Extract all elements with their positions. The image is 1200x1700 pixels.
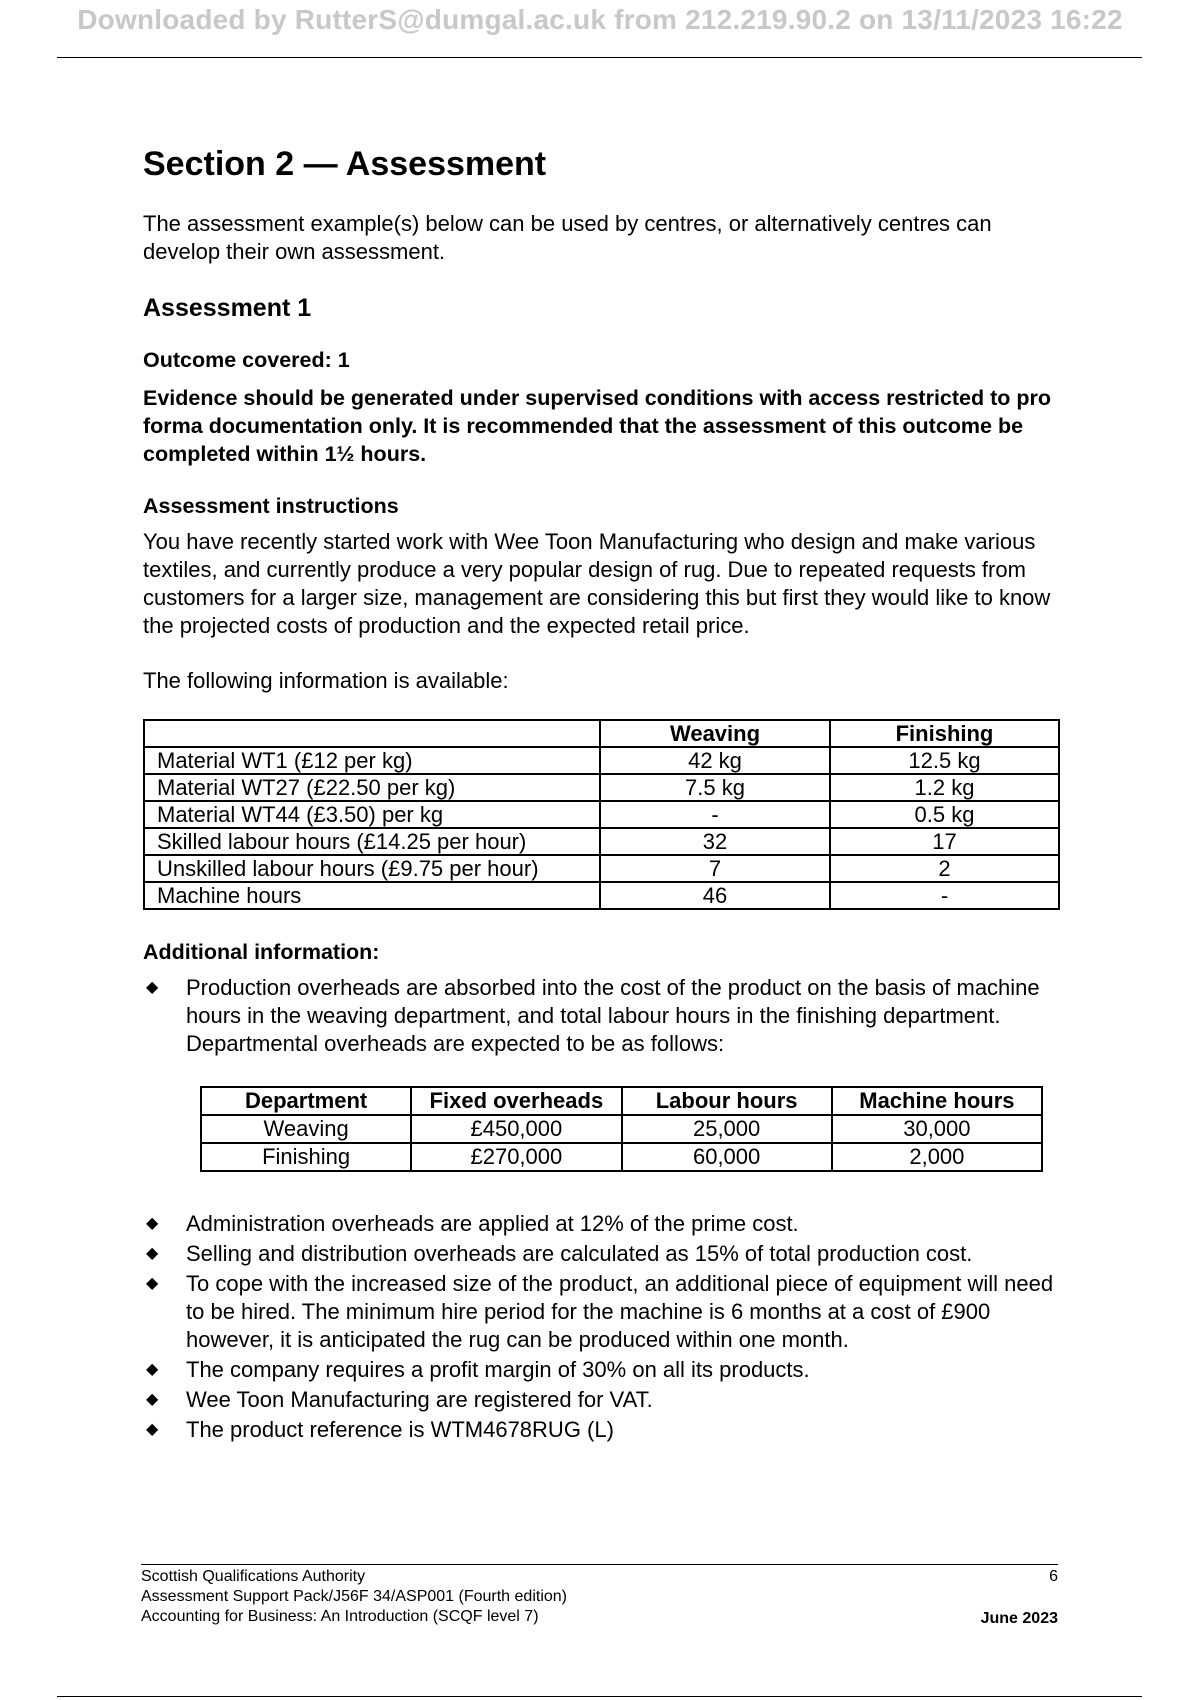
diamond-bullet-icon: ◆ [146,1245,159,1262]
finishing-value: 0.5 kg [830,801,1059,828]
instructions-paragraph: You have recently started work with Wee Toon Manufacturing who design and make various textiles, and currently produce a very popular design of rug. Due to repeated requests from customers for a larger size, management are considering this but first they would like to know the projected costs of production and the expected retail price. [143,529,1051,638]
table-row [144,801,1059,828]
list-item [143,1356,1063,1384]
page-footer [141,1564,1058,1627]
overhead-table [200,1086,1043,1172]
bullet-list-second [143,1210,1063,1444]
cost-item-label: Skilled labour hours (£14.25 per hour) [144,828,600,855]
evidence-conditions: Evidence should be generated under supervised conditions with access restricted to pro forma documentation only. It is recommended that the assessment of this outcome be completed within 1½ hours. [143,386,1052,466]
footer-line-authority: Scottish Qualifications Authority [141,1568,366,1585]
bullet-list-first [143,974,1063,1058]
section-title: Section 2 — Assessment [143,145,547,183]
cost-item-label: Material WT44 (£3.50) per kg [144,801,600,828]
bullet-text: Production overheads are absorbed into the cost of the product on the basis of machine hours in the weaving department, and total labour hours in the finishing department. Departmental overheads are expected to be as follows: [186,975,1040,1056]
weaving-value: - [600,801,830,828]
page-content [143,140,1063,1446]
instructions-heading: Assessment instructions [143,494,399,518]
additional-info-heading: Additional information: [143,940,380,964]
machine-hours-value: 30,000 [832,1115,1042,1143]
diamond-bullet-icon: ◆ [146,1421,159,1438]
bottom-rule [57,1696,1142,1697]
finishing-value: 17 [830,828,1059,855]
finishing-value: 1.2 kg [830,774,1059,801]
diamond-bullet-icon: ◆ [146,1361,159,1378]
cost-item-label: Unskilled labour hours (£9.75 per hour) [144,855,600,882]
labour-hours-value: 60,000 [622,1143,832,1171]
outcome-covered: Outcome covered: 1 [143,348,350,372]
cost-item-label: Material WT1 (£12 per kg) [144,747,600,774]
department-name: Finishing [201,1143,411,1171]
fixed-overheads-value: £270,000 [411,1143,621,1171]
overhead-header-labour: Labour hours [622,1087,832,1115]
labour-hours-value: 25,000 [622,1115,832,1143]
bullet-text: To cope with the increased size of the product, an additional piece of equipment will need to be hired. The minimum hire period for the machine is 6 months at a cost of £900 however, it is anticipated the rug can be produced within one month. [186,1271,1054,1352]
overhead-table-header [201,1087,1042,1115]
list-item [143,1416,1063,1444]
list-item [143,1270,1063,1354]
table-row [144,828,1059,855]
page-number: 6 [1049,1568,1058,1585]
list-item [143,1210,1063,1238]
overhead-header-fixed: Fixed overheads [411,1087,621,1115]
weaving-value: 46 [600,882,830,909]
bullet-text: Wee Toon Manufacturing are registered for VAT. [186,1387,653,1412]
department-name: Weaving [201,1115,411,1143]
table-row [144,882,1059,909]
list-item [143,974,1063,1058]
following-info-text: The following information is available: [143,668,509,693]
cost-item-label: Machine hours [144,882,600,909]
fixed-overheads-value: £450,000 [411,1115,621,1143]
table-row [144,855,1059,882]
header-rule [57,57,1142,58]
footer-date: June 2023 [980,1610,1058,1627]
finishing-value: 2 [830,855,1059,882]
assessment-title: Assessment 1 [143,294,312,322]
finishing-value: - [830,882,1059,909]
diamond-bullet-icon: ◆ [146,1391,159,1408]
cost-item-label: Material WT27 (£22.50 per kg) [144,774,600,801]
table-row [201,1115,1042,1143]
weaving-value: 32 [600,828,830,855]
bullet-text: The company requires a profit margin of 30% on all its products. [186,1357,810,1382]
table-row [144,774,1059,801]
table-row [144,747,1059,774]
cost-header-finishing: Finishing [830,720,1059,747]
cost-table [143,719,1060,910]
cost-header-weaving: Weaving [600,720,830,747]
weaving-value: 7 [600,855,830,882]
bullet-text: Administration overheads are applied at 12% of the prime cost. [186,1211,799,1236]
list-item [143,1240,1063,1268]
download-watermark: Downloaded by RutterS@dumgal.ac.uk from 212.219.90.2 on 13/11/2023 16:22 [77,4,1123,35]
intro-paragraph: The assessment example(s) below can be used by centres, or alternatively centres can develop their own assessment. [143,211,992,264]
footer-line-pack: Assessment Support Pack/J56F 34/ASP001 (Fourth edition) [141,1588,567,1605]
weaving-value: 42 kg [600,747,830,774]
bullet-text: The product reference is WTM4678RUG (L) [186,1417,614,1442]
finishing-value: 12.5 kg [830,747,1059,774]
machine-hours-value: 2,000 [832,1143,1042,1171]
overhead-header-department: Department [201,1087,411,1115]
diamond-bullet-icon: ◆ [146,1275,159,1292]
bullet-text: Selling and distribution overheads are calculated as 15% of total production cost. [186,1241,973,1266]
weaving-value: 7.5 kg [600,774,830,801]
table-row [201,1143,1042,1171]
overhead-header-machine: Machine hours [832,1087,1042,1115]
cost-header-blank [144,720,600,747]
diamond-bullet-icon: ◆ [146,979,159,996]
list-item [143,1386,1063,1414]
footer-line-course: Accounting for Business: An Introduction (SCQF level 7) [141,1608,539,1625]
diamond-bullet-icon: ◆ [146,1215,159,1232]
cost-table-header [144,720,1059,747]
